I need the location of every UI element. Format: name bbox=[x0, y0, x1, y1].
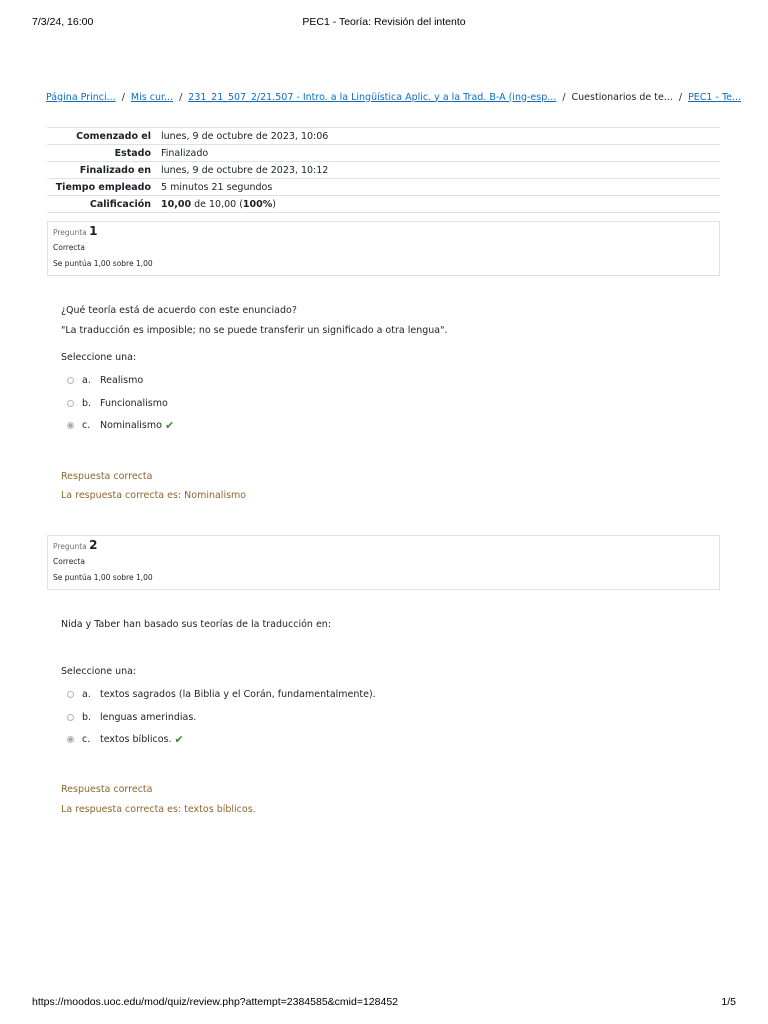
summary-label: Calificación bbox=[47, 196, 156, 213]
question-quote: "La traducción es imposible; no se puede transferir un significado a otra lengua". bbox=[61, 325, 448, 336]
answer-text: Realismo bbox=[100, 374, 144, 386]
feedback-text: Respuesta correcta bbox=[61, 784, 153, 795]
answer-radio[interactable] bbox=[67, 400, 74, 407]
answer-text: Funcionalismo bbox=[100, 397, 168, 409]
answer-option-a bbox=[67, 373, 143, 387]
answer-text: textos sagrados (la Biblia y el Corán, fundamentalmente). bbox=[100, 688, 376, 700]
summary-value: Finalizado bbox=[156, 145, 720, 162]
feedback-text: Respuesta correcta bbox=[61, 471, 153, 482]
grade-score: 10,00 bbox=[161, 198, 192, 210]
answer-option-a bbox=[67, 687, 376, 701]
attempt-summary-table bbox=[47, 127, 720, 213]
check-icon: ✔ bbox=[164, 418, 175, 432]
summary-row-finished bbox=[47, 162, 720, 179]
summary-value: 5 minutos 21 segundos bbox=[156, 179, 720, 196]
answer-letter: c. bbox=[82, 419, 91, 431]
answer-option-b bbox=[67, 710, 196, 724]
question-info-box bbox=[47, 221, 720, 276]
answer-letter: c. bbox=[82, 733, 91, 745]
summary-label: Estado bbox=[47, 145, 156, 162]
question-state: Correcta bbox=[53, 557, 85, 566]
answer-radio[interactable] bbox=[67, 714, 74, 721]
answer-letter: a. bbox=[82, 374, 91, 386]
right-answer-text: La respuesta correcta es: Nominalismo bbox=[61, 490, 247, 501]
summary-label: Comenzado el bbox=[47, 128, 156, 145]
breadcrumb-separator: / bbox=[562, 91, 566, 103]
breadcrumb-separator: / bbox=[678, 91, 683, 103]
answer-radio-selected[interactable] bbox=[67, 422, 74, 429]
question-number bbox=[53, 539, 719, 553]
summary-row-time bbox=[47, 179, 720, 196]
breadcrumb-quiz[interactable]: PEC1 - Te... bbox=[688, 91, 742, 103]
breadcrumb bbox=[46, 90, 742, 104]
breadcrumb-home[interactable]: Página Princi... bbox=[46, 91, 116, 103]
answer-radio[interactable] bbox=[67, 691, 74, 698]
question-info-box bbox=[47, 535, 720, 590]
question-label: Pregunta bbox=[53, 542, 87, 551]
check-icon: ✔ bbox=[174, 732, 184, 746]
grade-of: de 10,00 ( bbox=[194, 198, 243, 210]
question-number-value: 2 bbox=[89, 538, 98, 552]
answer-option-b bbox=[67, 396, 168, 410]
answer-text: lenguas amerindias. bbox=[100, 711, 197, 723]
summary-row-started bbox=[47, 128, 720, 145]
right-answer-text: La respuesta correcta es: textos bíblicos. bbox=[61, 804, 256, 815]
question-grade: Se puntúa 1,00 sobre 1,00 bbox=[53, 259, 153, 268]
breadcrumb-separator: / bbox=[179, 91, 183, 103]
answer-option-c bbox=[67, 732, 184, 746]
print-url: https://moodos.uoc.edu/mod/quiz/review.php?attempt=2384585&cmid=128452 bbox=[32, 996, 398, 1008]
answer-radio[interactable] bbox=[67, 377, 74, 384]
answer-radio-selected[interactable] bbox=[67, 736, 74, 743]
answer-option-c bbox=[67, 418, 174, 432]
question-grade: Se puntúa 1,00 sobre 1,00 bbox=[53, 573, 153, 582]
summary-row-state bbox=[47, 145, 720, 162]
breadcrumb-section: Cuestionarios de te... bbox=[571, 91, 673, 103]
summary-label: Finalizado en bbox=[47, 162, 156, 179]
answer-letter: b. bbox=[82, 397, 92, 409]
answer-prompt: Seleccione una: bbox=[61, 352, 137, 363]
breadcrumb-course[interactable]: 231_21_507_2/21.507 - Intro. a la Lingüística Aplic. y a la Trad. B-A (ing-esp... bbox=[188, 91, 557, 103]
question-text: Nida y Taber han basado sus teorías de la traducción en: bbox=[61, 619, 332, 630]
summary-row-grade bbox=[47, 196, 720, 213]
summary-label: Tiempo empleado bbox=[47, 179, 156, 196]
question-text: ¿Qué teoría está de acuerdo con este enunciado? bbox=[61, 305, 297, 316]
breadcrumb-my-courses[interactable]: Mis cur... bbox=[130, 91, 174, 103]
question-state: Correcta bbox=[53, 243, 85, 252]
print-page-number: 1/5 bbox=[721, 996, 736, 1008]
breadcrumb-separator: / bbox=[121, 91, 125, 103]
grade-percent: 100% bbox=[242, 198, 273, 210]
print-footer bbox=[32, 996, 736, 1010]
answer-text: textos bíblicos. bbox=[100, 733, 172, 745]
answer-letter: a. bbox=[82, 688, 91, 700]
question-number-value: 1 bbox=[89, 224, 98, 238]
summary-value bbox=[156, 196, 720, 213]
answer-letter: b. bbox=[82, 711, 92, 723]
answer-text: Nominalismo bbox=[100, 419, 162, 431]
grade-close: ) bbox=[272, 198, 276, 210]
question-number bbox=[53, 225, 719, 239]
answer-prompt: Seleccione una: bbox=[61, 666, 137, 677]
print-header bbox=[32, 16, 736, 30]
question-label: Pregunta bbox=[53, 228, 87, 237]
summary-value: lunes, 9 de octubre de 2023, 10:12 bbox=[156, 162, 720, 179]
print-title: PEC1 - Teoría: Revisión del intento bbox=[302, 16, 466, 28]
summary-value: lunes, 9 de octubre de 2023, 10:06 bbox=[156, 128, 720, 145]
print-date: 7/3/24, 16:00 bbox=[32, 16, 94, 28]
